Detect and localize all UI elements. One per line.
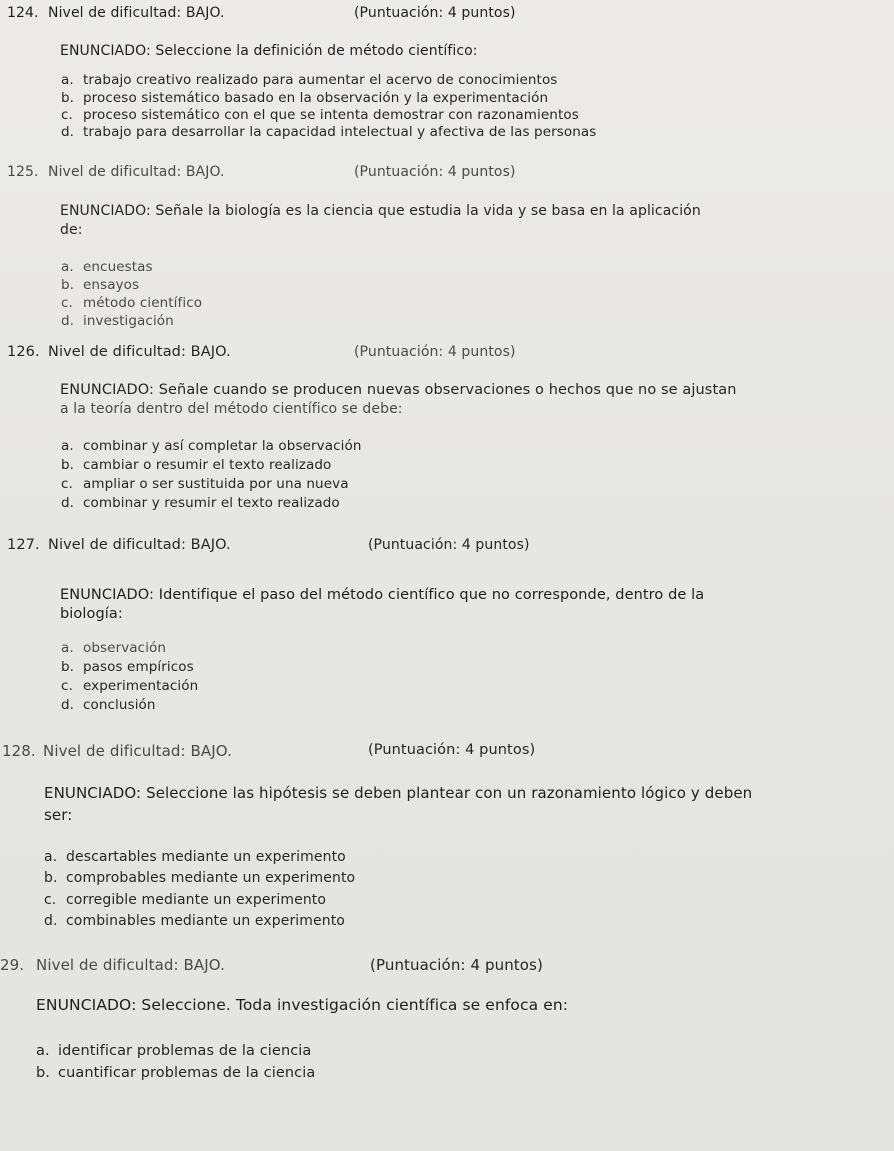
option-c [61,476,349,492]
option-text: descartables mediante un experimento [66,849,346,865]
statement-line: de: [60,222,83,238]
option-text: proceso sistemático con el que se intenta demostrar con razonamientos [83,107,579,123]
question-number: 127. [7,537,40,553]
difficulty-level: Nivel de dificultad: BAJO. [48,5,225,21]
option-a [36,1043,311,1059]
option-letter: a. [61,640,74,656]
option-text: cambiar o resumir el texto realizado [83,457,332,473]
statement-line: ENUNCIADO: Seleccione la definición de método científico: [60,43,478,59]
option-b [61,457,331,473]
statement-line: ENUNCIADO: Seleccione. Toda investigación científica se enfoca en: [36,996,569,1014]
option-d [61,124,596,140]
difficulty-level: Nivel de dificultad: BAJO. [36,956,225,974]
option-text: identificar problemas de la ciencia [58,1043,312,1059]
option-text: corregible mediante un experimento [66,892,327,908]
option-a [61,72,557,88]
option-a [44,849,346,865]
option-letter: c. [61,678,73,694]
option-letter: d. [61,697,75,713]
question-number: 128. [2,742,36,760]
statement-line: ENUNCIADO: Seleccione las hipótesis se deben plantear con un razonamiento lógico y deben [44,784,753,802]
option-letter: d. [61,313,75,329]
option-d [61,697,156,713]
option-letter: a. [61,72,74,88]
option-letter: a. [44,849,58,865]
question-number: 126. [7,344,40,360]
statement-line: ser: [44,806,73,824]
option-a [61,438,362,454]
option-letter: c. [61,295,73,311]
question-number: 124. [7,5,39,21]
option-letter: b. [44,870,58,886]
question-number: 29. [0,956,25,974]
option-text: ampliar o ser sustituida por una nueva [83,476,349,492]
option-a [61,640,166,656]
statement-line: biología: [60,606,123,622]
option-text: trabajo creativo realizado para aumentar el acervo de conocimientos [83,72,558,88]
option-text: método científico [83,295,203,311]
option-b [61,277,139,293]
option-text: trabajo para desarrollar la capacidad intelectual y afectiva de las personas [83,124,597,140]
option-a [61,259,153,275]
option-b [61,659,194,675]
option-letter: a. [61,259,74,275]
option-text: conclusión [83,697,156,713]
score: (Puntuación: 4 puntos) [354,5,516,21]
option-c [44,892,326,908]
option-letter: d. [44,913,58,929]
option-d [61,313,174,329]
option-text: experimentación [83,678,199,694]
option-letter: d. [61,124,75,140]
option-letter: d. [61,495,75,511]
option-letter: b. [61,277,75,293]
option-text: encuestas [83,259,153,275]
option-text: combinar y así completar la observación [83,438,362,454]
option-text: combinar y resumir el texto realizado [83,495,340,511]
option-letter: b. [61,659,75,675]
option-text: ensayos [83,277,140,293]
difficulty-level: Nivel de dificultad: BAJO. [48,344,231,360]
option-text: pasos empíricos [83,659,194,675]
statement-line: ENUNCIADO: Señale cuando se producen nuevas observaciones o hechos que no se ajustan [60,382,737,398]
option-text: combinables mediante un experimento [66,913,345,929]
score: (Puntuación: 4 puntos) [368,742,536,758]
option-letter: a. [36,1043,50,1059]
option-c [61,295,202,311]
option-letter: c. [61,107,73,123]
statement-line: ENUNCIADO: Identifique el paso del método científico que no corresponde, dentro de la [60,587,705,603]
score: (Puntuación: 4 puntos) [354,344,516,360]
option-text: cuantificar problemas de la ciencia [58,1065,316,1081]
score: (Puntuación: 4 puntos) [368,537,530,553]
difficulty-level: Nivel de dificultad: BAJO. [43,742,232,760]
option-letter: a. [61,438,74,454]
statement-line: ENUNCIADO: Señale la biología es la ciencia que estudia la vida y se basa en la aplicación [60,203,701,219]
option-c [61,107,579,123]
option-letter: b. [61,90,75,106]
option-letter: c. [44,892,57,908]
option-d [61,495,340,511]
option-b [36,1065,315,1081]
option-text: observación [83,640,167,656]
option-letter: b. [61,457,75,473]
difficulty-level: Nivel de dificultad: BAJO. [48,537,231,553]
difficulty-level: Nivel de dificultad: BAJO. [48,164,225,180]
statement-line: a la teoría dentro del método científico se debe: [60,401,403,417]
option-letter: c. [61,476,73,492]
option-b [44,870,355,886]
question-number: 125. [7,164,39,180]
option-text: comprobables mediante un experimento [66,870,356,886]
option-d [44,913,345,929]
option-b [61,90,548,106]
option-text: proceso sistemático basado en la observación y la experimentación [83,90,549,106]
score: (Puntuación: 4 puntos) [354,164,516,180]
option-c [61,678,198,694]
score: (Puntuación: 4 puntos) [370,956,543,974]
option-letter: b. [36,1065,51,1081]
option-text: investigación [83,313,174,329]
